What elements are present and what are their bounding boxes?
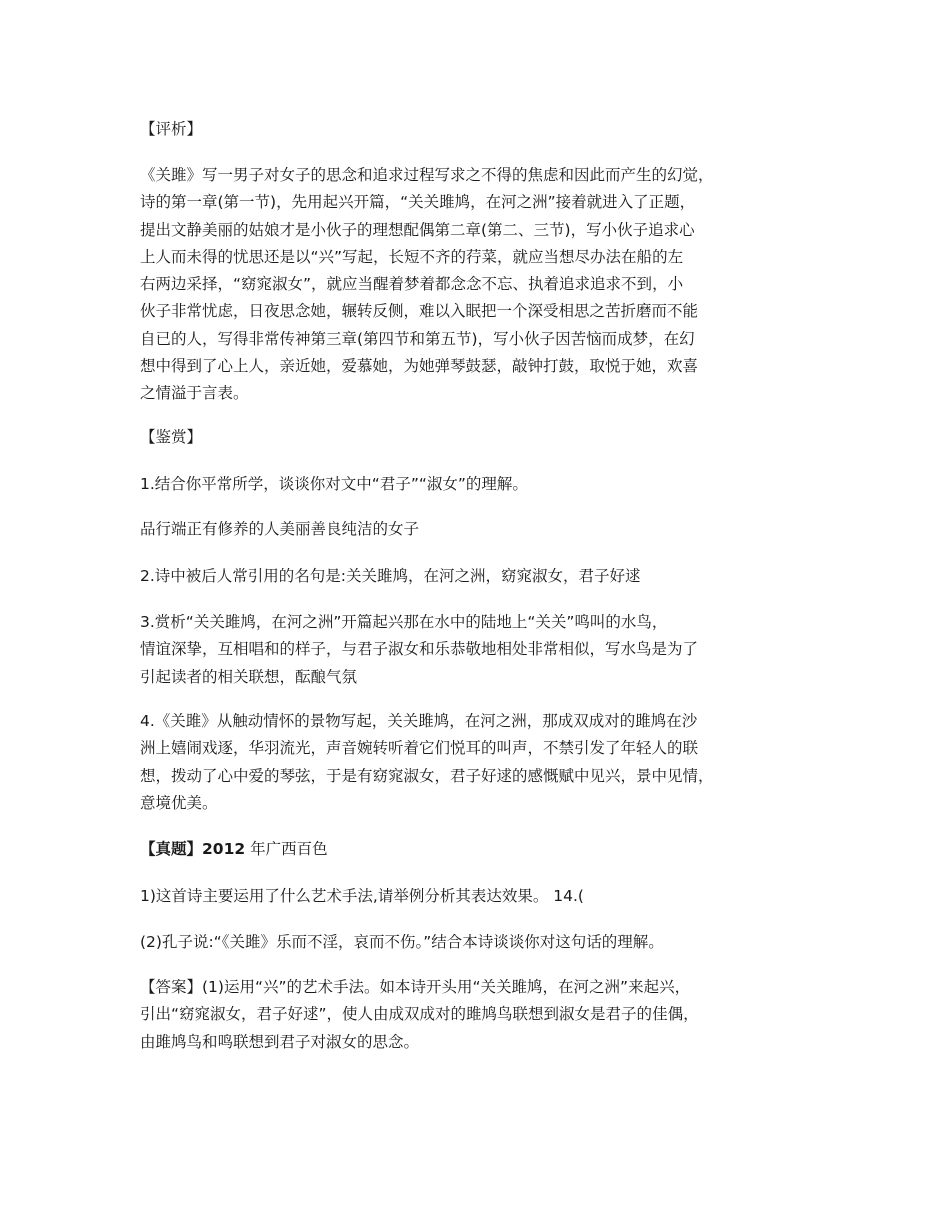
zhenti-question-2-text: (2)孔子说:“《关雎》乐而不淫，哀而不伤。”结合本诗谈谈你对这句话的理解。 [140, 933, 664, 951]
question-1-text: 1.结合你平常所学，谈谈你对文中“君子”“淑女”的理解。 [140, 475, 528, 493]
heading-zhenti-text [140, 836, 840, 863]
pingxi-line: 自已的人，写得非常传神第三章(第四节和第五节)，写小伙子因苦恼而成梦，在幻 [140, 329, 695, 348]
pingxi-line: 《关雎》写一男子对女子的思念和追求过程写求之不得的焦虑和因此而产生的幻觉， [140, 166, 714, 184]
question-2 [140, 563, 840, 590]
question-3 [140, 609, 840, 691]
answer-line: 【答案】(1)运用“兴”的艺术手法。如本诗开头用“关关雎鸠，在河之洲”来起兴， [140, 978, 691, 996]
question-4-line: 4.《关雎》从触动情怀的景物写起，关关雎鸠，在河之洲，那成双成对的雎鸠在沙 [140, 712, 698, 730]
zhenti-location: 年广西百色 [250, 840, 328, 858]
question-4 [140, 708, 840, 817]
zhenti-question-1-text: 1)这首诗主要运用了什么艺术手法,请举例分析其表达效果。 14.( [140, 887, 584, 905]
question-3-line: 引起读者的相关联想，酝酿气氛 [140, 667, 358, 686]
pingxi-line: 提出文静美丽的姑娘才是小伙子的理想配偶第二章(第二、三节)，写小伙子追求心 [140, 220, 695, 239]
question-3-line: 情谊深挚，互相唱和的样子，与君子淑女和乐恭敬地相处非常相似，写水鸟是为了 [140, 640, 699, 659]
pingxi-line: 右两边采择，“窈窕淑女”，就应当醒着梦着都念念不忘、执着追求追求不到，小 [140, 275, 684, 294]
answer-1-text: 品行端正有修养的人美丽善良纯洁的女子 [140, 520, 420, 538]
heading-jianshang-text: 【鉴赏】 [140, 428, 203, 446]
question-1 [140, 471, 840, 498]
pingxi-line: 上人而未得的忧思还是以“兴”写起，长短不齐的荇菜，就应当想尽办法在船的左 [140, 247, 684, 266]
zhenti-label: 【真题】 [140, 840, 203, 858]
zhenti-question-2 [140, 929, 840, 956]
heading-zhenti [140, 836, 840, 863]
pingxi-paragraph [140, 162, 840, 408]
pingxi-line: 诗的第一章(第一节)，先用起兴开篇，“关关雎鸠，在河之洲”接着就进入了正题， [140, 193, 696, 212]
answer-line: 引出“窈窕淑女，君子好逑”，使人由成双成对的雎鸠鸟联想到淑女是君子的佳偶， [140, 1005, 699, 1024]
question-3-line: 3.赏析“关关雎鸠，在河之洲”开篇起兴那在水中的陆地上“关关”鸣叫的水鸟， [140, 613, 668, 631]
answer-1 [140, 516, 840, 543]
zhenti-year: 2012 [202, 840, 246, 858]
pingxi-line: 想中得到了心上人，亲近她，爱慕她，为她弹琴鼓瑟，敲钟打鼓，取悦于她，欢喜 [140, 357, 699, 376]
question-4-line: 想，拨动了心中爱的琴弦，于是有窈窕淑女，君子好逑的感慨赋中见兴，景中见情， [140, 766, 714, 785]
answer-paragraph [140, 974, 840, 1056]
heading-jianshang [140, 424, 840, 451]
answer-line: 由雎鸠鸟和鸣联想到君子对淑女的思念。 [140, 1032, 420, 1051]
question-2-text: 2.诗中被后人常引用的名句是:关关雎鸠，在河之洲，窈窕淑女，君子好逑 [140, 567, 641, 585]
question-4-line: 意境优美。 [140, 793, 218, 812]
heading-pingxi-text: 【评析】 [140, 120, 203, 138]
heading-pingxi [140, 116, 840, 143]
zhenti-question-1 [140, 883, 840, 910]
question-4-line: 洲上嬉闹戏逐，华羽流光，声音婉转听着它们悦耳的叫声，不禁引发了年轻人的联 [140, 739, 699, 758]
pingxi-line: 伙子非常忧虑，日夜思念她，辗转反侧，难以入眠把一个深受相思之苦折磨而不能 [140, 302, 699, 321]
pingxi-line: 之情溢于言表。 [140, 384, 249, 403]
